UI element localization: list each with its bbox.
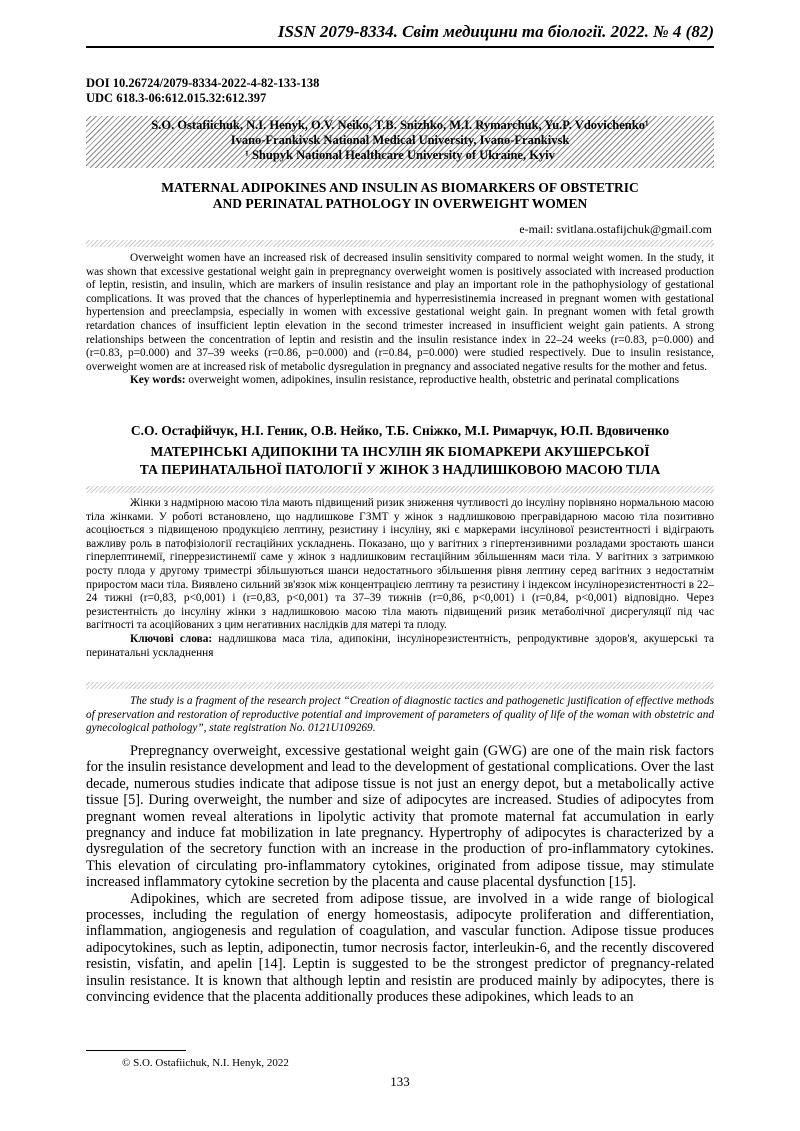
article-title-english	[86, 180, 714, 212]
journal-running-head: ISSN 2079-8334. Світ медицини та біології. 2022. № 4 (82)	[86, 22, 714, 48]
keywords-list: overweight women, adipokines, insulin resistance, reproductive health, obstetric and perinatal complications	[185, 374, 680, 387]
page-number: 133	[390, 1074, 410, 1089]
affiliation-primary: Ivano-Frankivsk National Medical University, Ivano-Frankivsk	[230, 133, 570, 147]
keywords-english	[86, 374, 714, 388]
author-names: S.O. Ostafiichuk, N.I. Henyk, O.V. Neiko, T.B. Snizhko, M.I. Rymarchuk, Yu.P. Vdovichenko¹	[151, 118, 649, 132]
authors-english	[86, 116, 714, 168]
abstract-text: Жінки з надмірною масою тіла мають підвищений ризик зниження чутливості до інсуліну порівняно нормальною масою тіла жінками. У роботі встановлено, що надлишкове ГЗМТ у жінок з надлишковою прегравідарною масою тіла позитивно асоціюється з підвищеною продукцією лептину, резистину і інсуліну, які є маркерами інсулінової резистентності і відіграють важливу роль в патофізіології гестаційних ускладнень. Показано, що у вагітних з гіпертензивними розладами зростають шанси гіперлептинемії, гіперрезистинемії саме у жінок з надлишковим гестаційним збільшенням маси тіла. У вагітних з затримкою росту плода у другому триместрі збільшуються шанси недостатнього збільшення рівня лептину серед вагітних з недостатнім приростом маси тіла. Виявлено сильний зв'язок між концентрацією лептину та резистину і індексом інсулінорезистентності в 22–24 тижні (r=0,83, p<0,001) і (r=0,83, p<0,001) та 37–39 тижнів (r=0,86, p<0,001) і (r=0,84, p<0,001) відповідно. Через резистентність до інсуліну жінки з надлишковою масою тіла мають підвищений ризик метаболічної дисрегуляції під час вагітності та асоційованих з цим негативних наслідків для матері та плоду.	[86, 497, 714, 632]
funding-note	[86, 695, 714, 736]
article-meta	[86, 76, 319, 106]
title-line: AND PERINATAL PATHOLOGY IN OVERWEIGHT WOMEN	[212, 196, 588, 211]
keywords-label: Ключові слова:	[130, 632, 213, 645]
section-divider	[86, 682, 714, 689]
authors-ukrainian: С.О. Остафійчук, Н.І. Геник, О.В. Нейко, Т.Б. Сніжко, М.І. Римарчук, Ю.П. Вдовиченко	[130, 423, 670, 438]
title-line: ТА ПЕРИНАТАЛЬНОЇ ПАТОЛОГІЇ У ЖІНОК З НАДЛИШКОВОЮ МАСОЮ ТІЛА	[139, 462, 661, 477]
title-line: МАТЕРІНСЬКІ АДИПОКІНИ ТА ІНСУЛІН ЯК БІОМАРКЕРИ АКУШЕРСЬКОЇ	[150, 444, 650, 459]
abstract-english	[86, 252, 714, 388]
doi[interactable]: DOI 10.26724/2079-8334-2022-4-82-133-138	[86, 76, 320, 90]
body-paragraph: Adipokines, which are secreted from adipose tissue, are involved in a wide range of biological processes, including the regulation of energy homeostasis, adipocyte proliferation and differentiation, inflammation, angiogenesis and regulation of coagulation, and vascular function. Adipose tissue produces adipocytokines, such as leptin, adiponectin, tumor necrosis factor, interleukin-6, and the recently discovered resistin, visfatin, and apelin [14]. Leptin is suggested to be the strongest predictor of pregnancy-related insulin resistance. It is known that although leptin and resistin are produced mainly by adipocytes, there is convincing evidence that the placenta additionally produces these adipokines, which leads to an	[86, 890, 714, 1006]
abstract-text: Overweight women have an increased risk of decreased insulin sensitivity compared to normal weight women. In the study, it was shown that excessive gestational weight gain in prepregnancy overweight women is positively associated with increased production of leptin, resistin, and insulin, which are markers of insulin resistance and play an important role in the pathophysiology of gestational complications. It was proved that the chances of hyperleptinemia and hyperresistinemia increased in pregnant women with gestational hypertension and preeclampsia, especially in women with excessive gestational weight gain. In pregnant women with fetal growth retardation chances of insufficient leptin elevation in the second trimester increased in insufficient weight gain patients. A strong relationships between the concentration of leptin and resistin and the insulin resistance index in 22–24 weeks (r=0.83, p=0.000) and (r=0.83, p=0.000) and 37–39 weeks (r=0.86, p=0.000) and (r=0.84, p=0.000) were studied respectively. Due to insulin resistance, overweight women are at increased risk of metabolic dysregulation in pregnancy and associated negative results for the mother and fetus.	[86, 252, 714, 373]
title-line: MATERNAL ADIPOKINES AND INSULIN AS BIOMARKERS OF OBSTETRIC	[161, 180, 639, 195]
abstract-ukrainian	[86, 497, 714, 660]
section-divider	[86, 486, 714, 493]
section-divider	[86, 240, 714, 247]
footnote-rule	[86, 1050, 186, 1051]
affiliation-secondary: ¹ Shupyk National Healthcare University of Ukraine, Kyiv	[245, 148, 555, 162]
funding-text: The study is a fragment of the research project “Creation of diagnostic tactics and pathogenetic justification of effective methods of preservation and restoration of reproductive potential and improvement of parameters of quality of life of the woman with obstetric and gynecological pathology”, state registration No. 0121U109269.	[86, 695, 714, 735]
body-paragraph: Prepregnancy overweight, excessive gestational weight gain (GWG) are one of the main risk factors for the insulin resistance development and lead to the development of gestational complications. Over the last decade, numerous studies indicate that adipose tissue is not just an energy depot, but a metabolically active tissue [5]. During overweight, the number and size of adipocytes are increased. Studies of adipocytes from pregnant women reveal alterations in lipolytic activity that promote maternal fat accumulation in early pregnancy and induce fat mobilization in late pregnancy. Hypertrophy of adipocytes is characterized by a dysregulation of the secretory function with an increase in the production of pro-inflammatory cytokines. This elevation of circulating pro-inflammatory cytokines, originated from adipose tissue, may stimulate increased inflammatory cytokine secretion by the placenta and cause placental dysfunction [15].	[86, 743, 714, 891]
copyright-notice: © S.O. Ostafiichuk, N.I. Henyk, 2022	[122, 1057, 289, 1069]
keywords-list: надлишкова маса тіла, адипокіни, інсулінорезистентність, репродуктивне здоров'я, акушерські та перинатальні ускладнення	[86, 632, 714, 659]
keywords-ukrainian	[86, 633, 714, 660]
article-title-ukrainian	[86, 443, 714, 479]
udc: UDC 618.3-06:612.015.32:612.397	[86, 91, 267, 105]
contact-email[interactable]: e-mail: svitlana.ostafijchuk@gmail.com	[519, 222, 712, 236]
keywords-label: Key words:	[130, 374, 186, 387]
article-body	[86, 743, 714, 1006]
